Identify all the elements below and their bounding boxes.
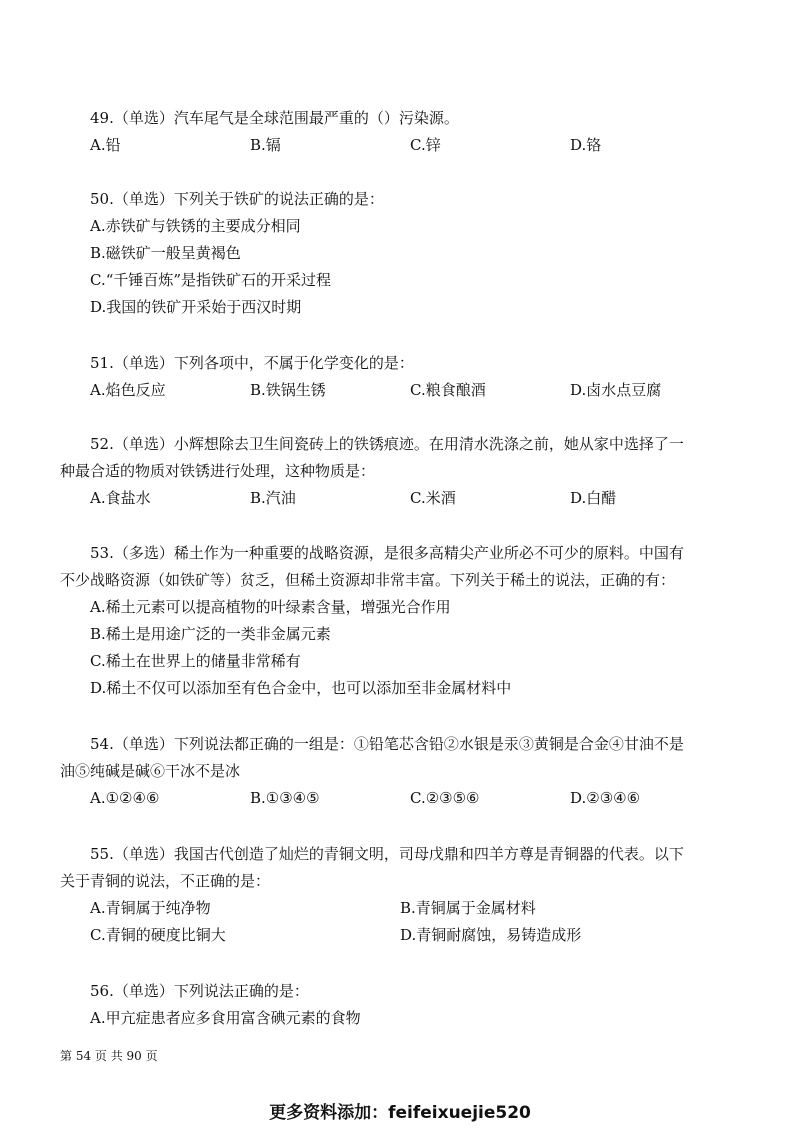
option-d: D.青铜耐腐蚀，易铸造成形 <box>400 926 582 944</box>
options-row <box>90 785 730 812</box>
option-c: C.锌 <box>410 136 441 154</box>
option-a: A.铅 <box>90 136 121 154</box>
option-c: C.“千锤百炼”是指铁矿石的开采过程 <box>90 271 332 289</box>
options-row <box>90 377 730 404</box>
question-56 <box>90 978 730 1032</box>
option-c: C.稀土在世界上的储量非常稀有 <box>90 652 301 670</box>
option-b: B.磁铁矿一般呈黄褐色 <box>90 244 241 262</box>
option-b: B.稀土是用途广泛的一类非金属元素 <box>90 625 331 643</box>
question-stem: 55.（单选）我国古代创造了灿烂的青铜文明，司母戊鼎和四羊方尊是青铜器的代表。以下 <box>90 845 684 863</box>
option-a: A.食盐水 <box>90 489 151 507</box>
question-stem-continued: 种最合适的物质对铁锈进行处理，这种物质是： <box>60 462 376 480</box>
question-stem: 50.（单选）下列关于铁矿的说法正确的是： <box>90 190 384 208</box>
question-51 <box>90 350 730 404</box>
option-c: C.粮食酿酒 <box>410 381 486 399</box>
question-stem: 56.（单选）下列说法正确的是： <box>90 982 309 1000</box>
option-c: C.青铜的硬度比铜大 <box>90 926 226 944</box>
question-stem: 54.（单选）下列说法都正确的一组是：①铅笔芯含铅②水银是汞③黄铜是合金④甘油不是 <box>90 735 684 753</box>
option-b: B.铁锅生锈 <box>250 381 326 399</box>
option-a: A.甲亢症患者应多食用富含碘元素的食物 <box>90 1009 361 1027</box>
option-a: A.焰色反应 <box>90 381 166 399</box>
options-row <box>90 895 730 922</box>
question-52 <box>60 431 730 512</box>
question-stem-continued: 关于青铜的说法，不正确的是： <box>60 872 271 890</box>
option-c: C.②③⑤⑥ <box>410 789 480 807</box>
option-d: D.稀土不仅可以添加至有色合金中，也可以添加至非金属材料中 <box>90 679 512 697</box>
option-d: D.②③④⑥ <box>570 789 641 807</box>
options-row <box>90 132 730 159</box>
question-stem: 53.（多选）稀土作为一种重要的战略资源，是很多高精尖产业所必不可少的原料。中国有 <box>90 544 684 562</box>
option-a: A.赤铁矿与铁锈的主要成分相同 <box>90 217 301 235</box>
option-d: D.铬 <box>570 136 602 154</box>
page-number: 第 54 页 共 90 页 <box>60 1049 158 1063</box>
options-row <box>90 922 730 949</box>
question-stem-continued: 油⑤纯碱是碱⑥干冰不是冰 <box>60 762 241 780</box>
question-stem: 51.（单选）下列各项中，不属于化学变化的是： <box>90 354 414 372</box>
option-c: C.米酒 <box>410 489 456 507</box>
option-a: A.青铜属于纯净物 <box>90 899 211 917</box>
options-row <box>90 485 730 512</box>
footer-note: 更多资料添加：feifeixuejie520 <box>269 1103 531 1123</box>
option-d: D.白醋 <box>570 489 617 507</box>
option-d: D.我国的铁矿开采始于西汉时期 <box>90 298 302 316</box>
option-a: A.①②④⑥ <box>90 789 160 807</box>
option-b: B.青铜属于金属材料 <box>400 899 536 917</box>
question-stem: 52.（单选）小辉想除去卫生间瓷砖上的铁锈痕迹。在用清水洗涤之前，她从家中选择了一 <box>90 435 684 453</box>
option-d: D.卤水点豆腐 <box>570 381 662 399</box>
question-stem: 49.（单选）汽车尾气是全球范围最严重的（）污染源。 <box>90 109 459 127</box>
option-b: B.镉 <box>250 136 281 154</box>
option-b: B.①③④⑤ <box>250 789 320 807</box>
question-55 <box>60 841 730 949</box>
option-b: B.汽油 <box>250 489 296 507</box>
question-54 <box>60 731 730 812</box>
question-stem-continued: 不少战略资源（如铁矿等）贫乏，但稀土资源却非常丰富。下列关于稀土的说法，正确的有： <box>60 571 676 589</box>
option-a: A.稀土元素可以提高植物的叶绿素含量，增强光合作用 <box>90 598 451 616</box>
question-53 <box>60 540 730 702</box>
question-49 <box>90 105 730 159</box>
question-50 <box>90 186 730 321</box>
